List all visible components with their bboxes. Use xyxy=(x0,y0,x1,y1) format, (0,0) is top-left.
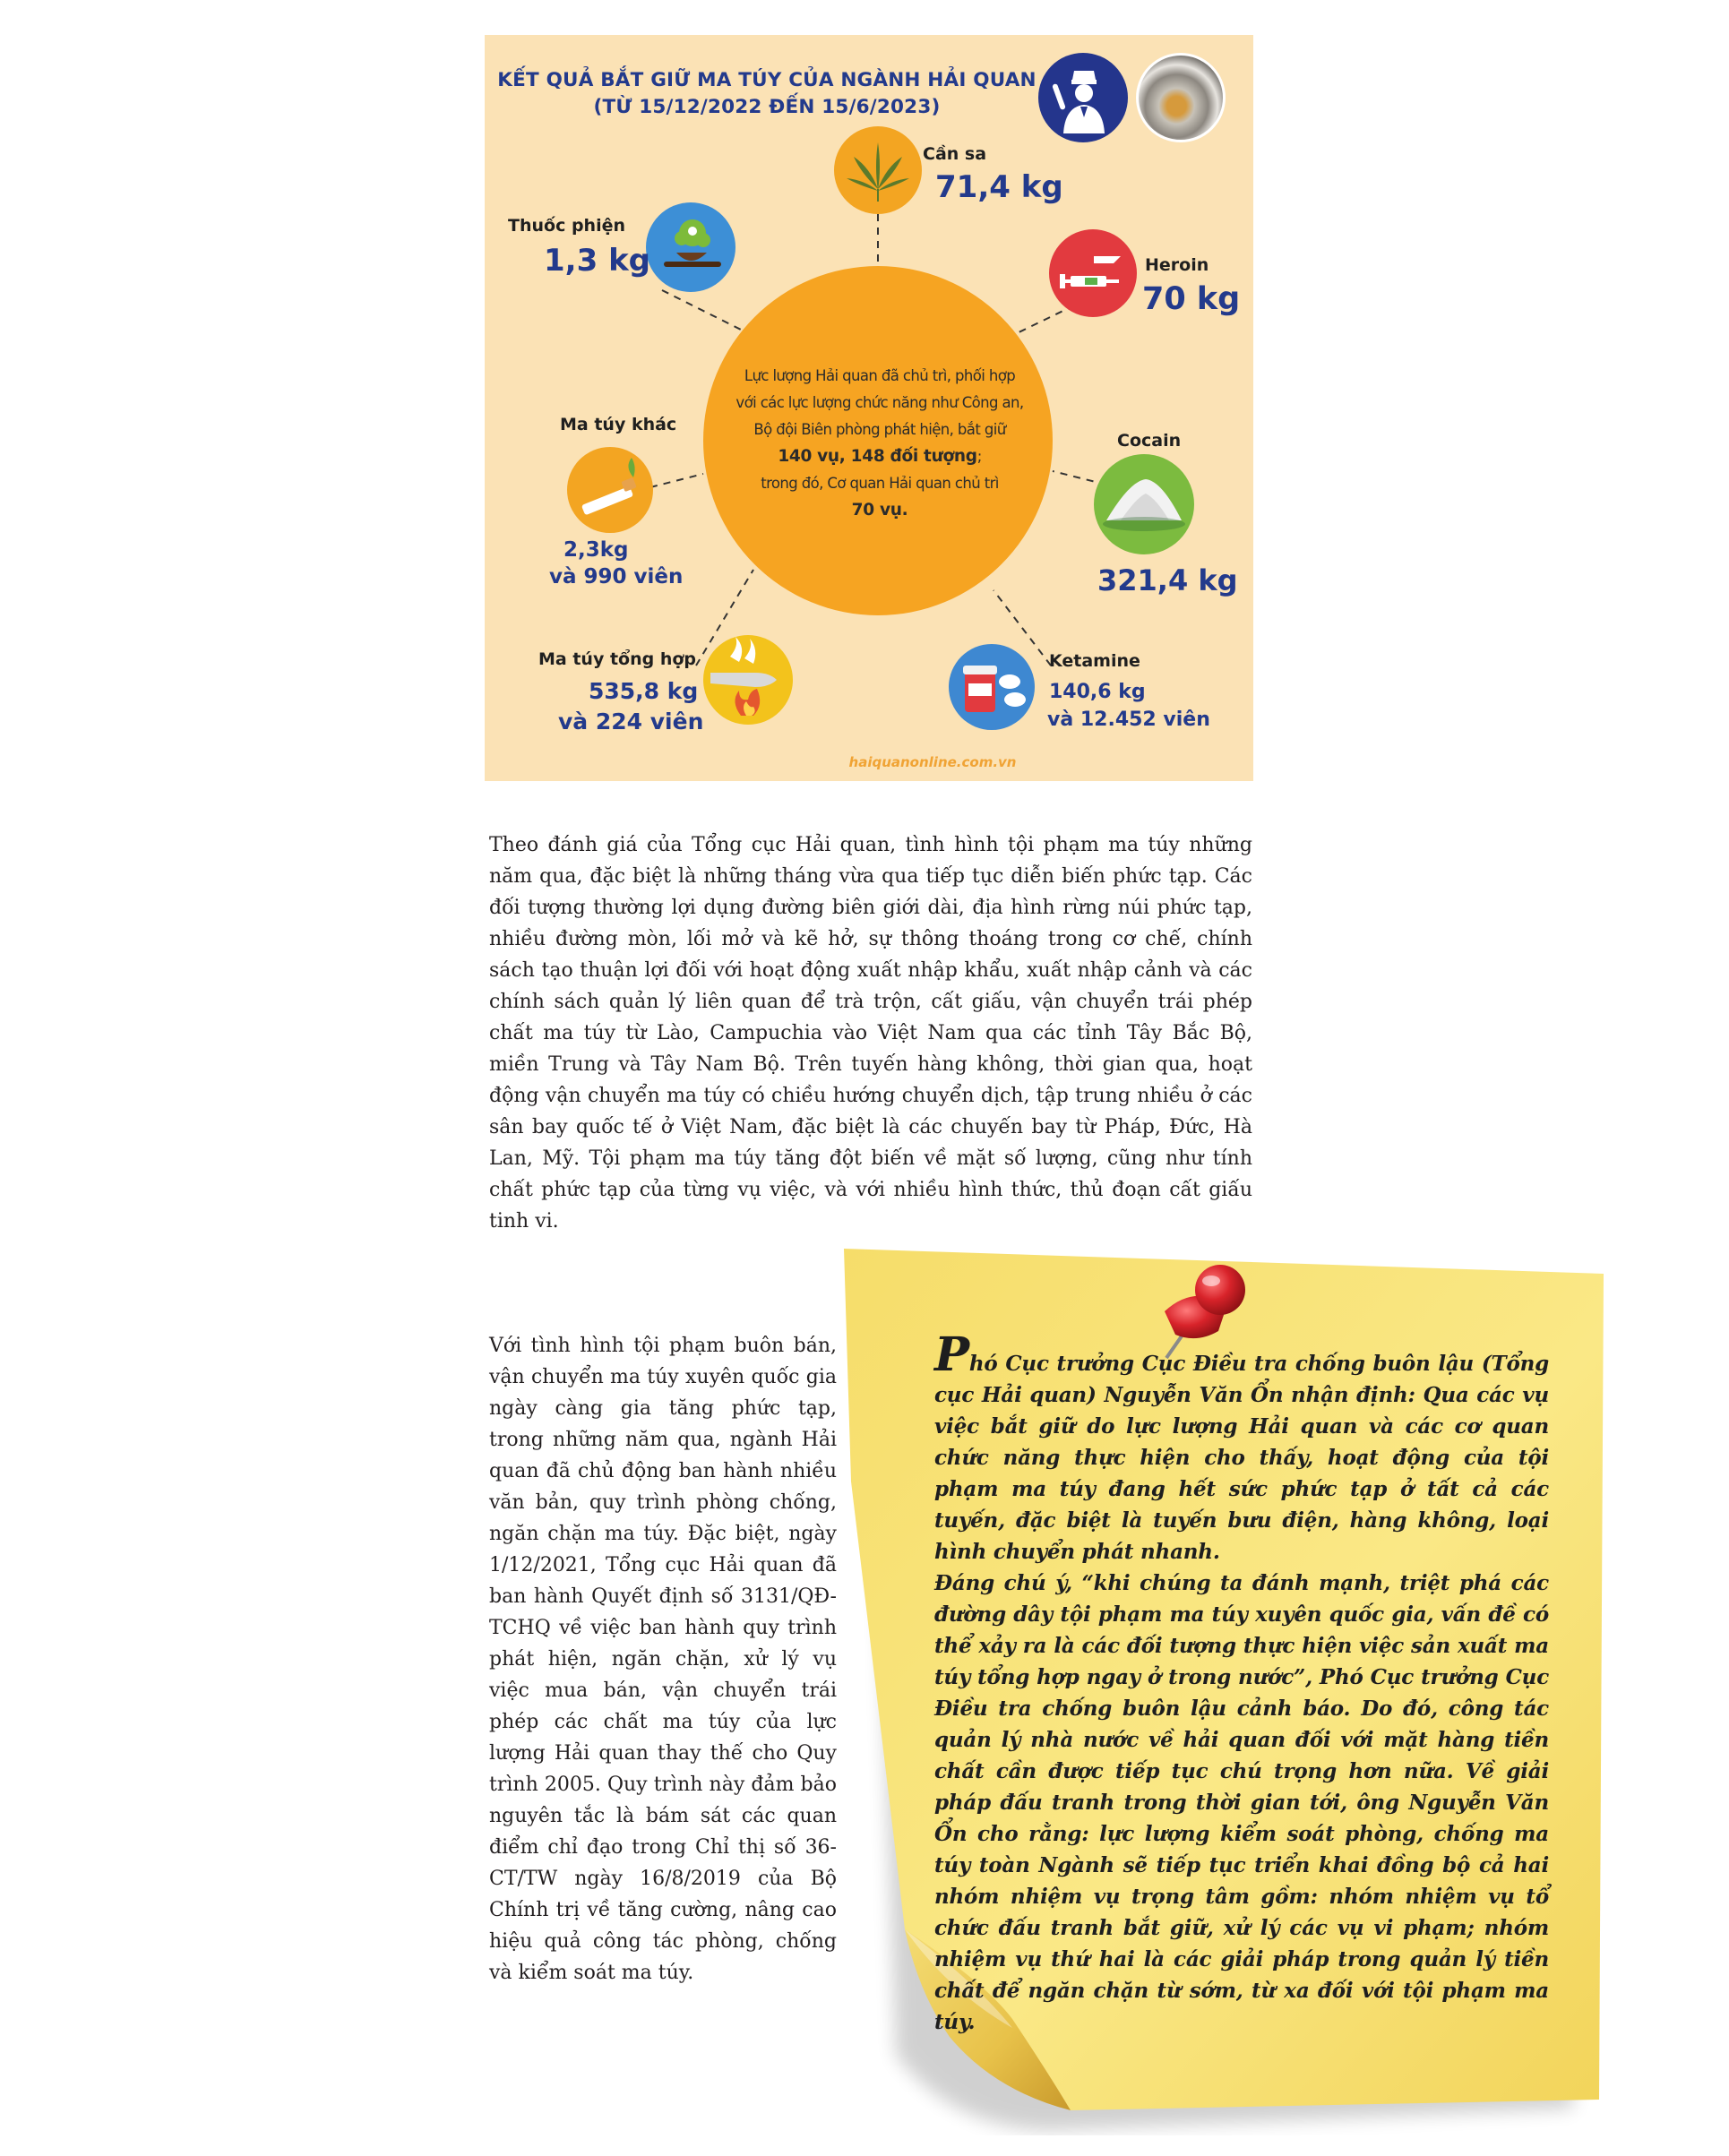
police-officer-icon xyxy=(1038,53,1128,142)
ketamine-label: Ketamine xyxy=(1049,651,1140,671)
heroin-label: Heroin xyxy=(1145,255,1209,275)
synthetic-drugs-value: 535,8 kg xyxy=(589,678,699,704)
other-drugs-label: Ma túy khác xyxy=(560,415,677,434)
center-line4-suffix: ; xyxy=(976,448,982,465)
pill-bottle-icon xyxy=(949,644,1035,730)
opium-value: 1,3 kg xyxy=(544,243,651,279)
center-line1: Lực lượng Hải quan đã chủ trì, phối hợp xyxy=(744,367,1016,384)
cannabis-label: Cần sa xyxy=(923,144,987,164)
cocaine-value: 321,4 kg xyxy=(1097,563,1238,597)
cannabis-value: 71,4 kg xyxy=(935,169,1063,205)
customs-cases-count: 70 vụ. xyxy=(851,501,908,520)
synthetic-drugs-pills: và 224 viên xyxy=(558,709,704,734)
cases-count: 140 vụ, 148 đối tượng xyxy=(778,447,977,466)
infographic-title-line2: (TỪ 15/12/2022 ĐẾN 15/6/2023) xyxy=(593,96,941,118)
center-line3: Bộ đội Biên phòng phát hiện, bắt giữ xyxy=(753,421,1006,438)
center-line2: với các lực lượng chức năng như Công an, xyxy=(735,394,1024,411)
article-paragraph-1: Theo đánh giá của Tổng cục Hải quan, tình hình tội phạm ma túy những năm qua, đặc biệt là những tháng vừa qua tiếp tục diễn biến phức tạp. Các đối tượng thường lợi dụng đường biên giới dài, địa hình rừng núi phức tạp, nhiều đường mòn, lối mở và kẽ hở, sự thông thoáng trong cơ chế, chính sách tạo thuận lợi đối với hoạt động xuất nhập khẩu, xuất nhập cảnh và các chính sách quản lý liên quan để trà trộn, cất giấu, vận chuyển trái phép chất ma túy từ Lào, Campuchia vào Việt Nam qua các tỉnh Tây Bắc Bộ, miền Trung và Tây Nam Bộ. Trên tuyến hàng không, thời gian qua, hoạt động vận chuyển ma túy có chiều hướng chuyển dịch, tập trung nhiều ở các sân bay quốc tế ở Việt Nam, đặc biệt là các chuyến bay từ Pháp, Đức, Hà Lan, Mỹ. Tội phạm ma túy tăng đột biến về mặt số lượng, cũng như tính chất phức tạp của từng vụ việc, và với nhiều hình thức, thủ đoạn cất giấu tinh vi. xyxy=(489,834,1252,1233)
note-paragraph-1 xyxy=(934,1327,1549,1568)
joint-icon xyxy=(567,447,653,533)
spoon-fire-icon xyxy=(703,635,793,725)
powder-icon xyxy=(1094,454,1194,554)
center-summary-text xyxy=(705,363,1054,524)
cannabis-icon xyxy=(834,126,922,214)
seized-drugs-photo xyxy=(1136,53,1226,142)
center-line4 xyxy=(705,443,1054,470)
center-line5: trong đó, Cơ quan Hải quan chủ trì xyxy=(761,475,999,492)
opium-icon xyxy=(646,202,735,292)
note-dropcap: P xyxy=(934,1327,969,1382)
cocaine-label: Cocain xyxy=(1117,431,1182,451)
note-paragraph-1-text: hó Cục trưởng Cục Điều tra chống buôn lậu (Tổng cục Hải quan) Nguyễn Văn Ổn nhận định: Qua các vụ việc bắt giữ do lực lượng Hải quan và các cơ quan chức năng thực hiện cho thấy, hoạt động của tội phạm ma túy đang hết sức phức tạp ở tất cả các tuyến, đặc biệt là tuyến bưu điện, hàng không, loại hình chuyển phát nhanh. xyxy=(934,1352,1549,1564)
drug-seizure-infographic xyxy=(485,35,1253,781)
syringe-icon xyxy=(1049,229,1137,317)
opium-label: Thuốc phiện xyxy=(508,216,625,236)
center-line6 xyxy=(705,497,1054,524)
article-paragraph-2: Với tình hình tội phạm buôn bán, vận chuyển ma túy xuyên quốc gia ngày càng gia tăng phức tạp, trong những năm qua, ngành Hải quan đã chủ động ban hành nhiều văn bản, quy trình phòng chống, ngăn chặn ma túy. Đặc biệt, ngày 1/12/2021, Tổng cục Hải quan đã ban hành Quyết định số 3131/QĐ-TCHQ về việc ban hành quy trình phát hiện, ngăn chặn, xử lý vụ việc mua bán, vận chuyển trái phép các chất ma túy của lực lượng Hải quan thay thế cho Quy trình 2005. Quy trình này đảm bảo nguyên tắc là bám sát các quan điểm chỉ đạo trong Chỉ thị số 36-CT/TW ngày 16/8/2019 của Bộ Chính trị về tăng cường, nâng cao hiệu quả công tác phòng, chống và kiểm soát ma túy. xyxy=(489,1335,837,1984)
sticky-note-text xyxy=(934,1327,1549,2038)
synthetic-drugs-label: Ma túy tổng hợp xyxy=(538,649,697,669)
infographic-title xyxy=(485,67,1049,121)
ketamine-pills: và 12.452 viên xyxy=(1047,709,1210,731)
other-drugs-value: 2,3kg xyxy=(563,538,629,562)
ketamine-value: 140,6 kg xyxy=(1049,681,1146,703)
note-paragraph-2: Đáng chú ý, “khi chúng ta đánh mạnh, triệt phá các đường dây tội phạm ma túy xuyên quốc gia, vấn đề có thể xảy ra là các đối tượng thực hiện việc sản xuất ma túy tổng hợp ngay ở trong nước”, Phó Cục trưởng Cục Điều tra chống buôn lậu cảnh báo. Do đó, công tác quản lý nhà nước về hải quan đối với mặt hàng tiền chất cần được tiếp tục chú trọng hơn nữa. Về giải pháp đấu tranh trong thời gian tới, ông Nguyễn Văn Ổn cho rằng: lực lượng kiểm soát phòng, chống ma túy toàn Ngành sẽ tiếp tục triển khai đồng bộ cả hai nhóm nhiệm vụ trọng tâm gồm: nhóm nhiệm vụ tổ chức đấu tranh bắt giữ, xử lý các vụ vi phạm; nhóm nhiệm vụ thứ hai là các giải pháp trong quản lý tiền chất để ngăn chặn từ sớm, từ xa đối với tội phạm ma túy. xyxy=(934,1571,1549,2034)
other-drugs-pills: và 990 viên xyxy=(549,565,684,588)
source-credit: haiquanonline.com.vn xyxy=(848,754,1017,770)
infographic-title-line1: KẾT QUẢ BẮT GIỮ MA TÚY CỦA NGÀNH HẢI QUAN xyxy=(497,69,1037,91)
heroin-value: 70 kg xyxy=(1142,281,1241,317)
